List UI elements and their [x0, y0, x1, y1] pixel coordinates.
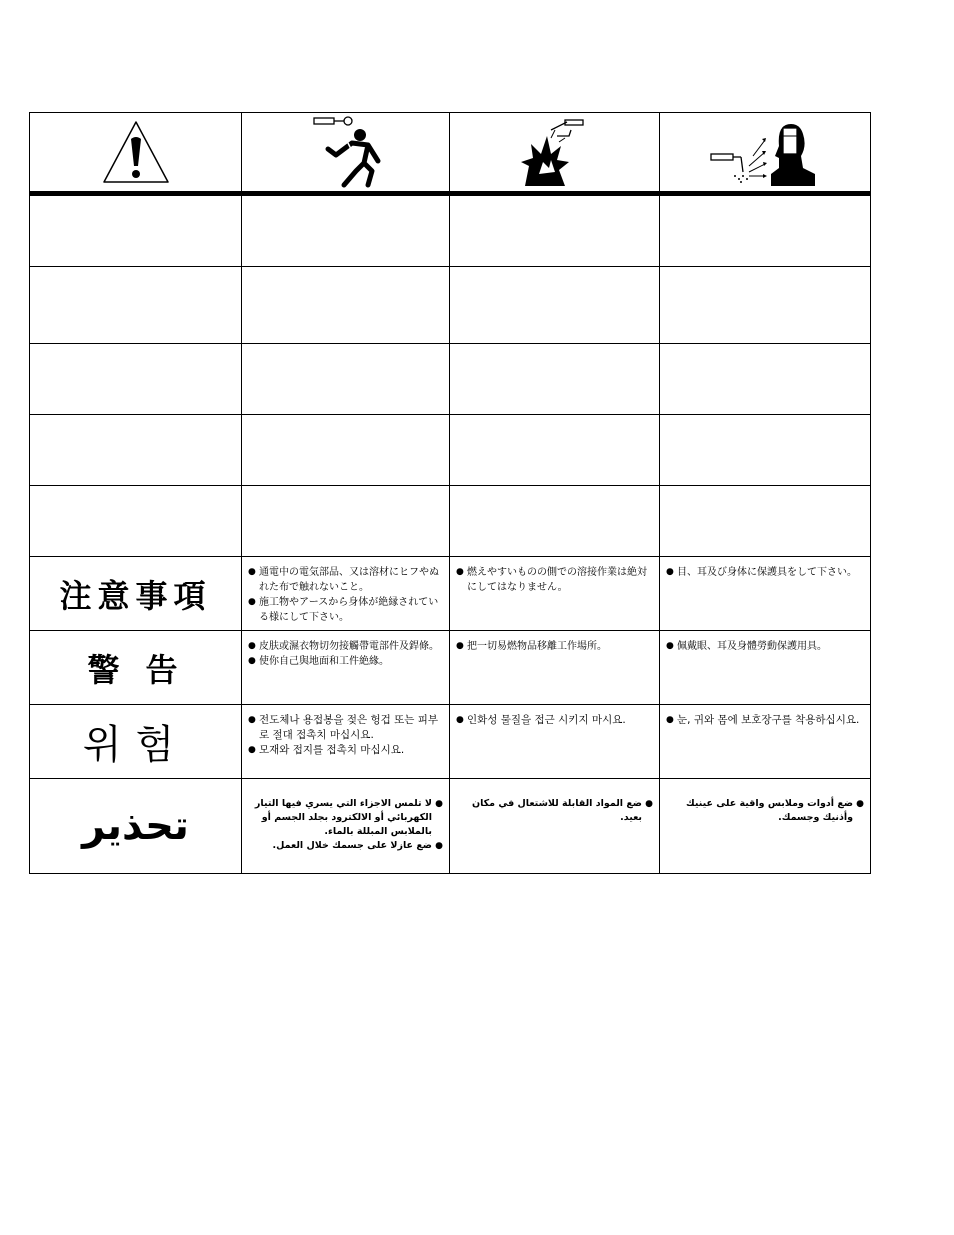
- label-cell: [30, 631, 242, 705]
- blank-row: [30, 194, 871, 267]
- icon-cell-fire: [450, 113, 660, 194]
- bullet-item: ● ضع المواد القابلة للاشتعال في مكان بعيد.: [460, 797, 653, 825]
- label-cell: [30, 705, 242, 779]
- blank-row: [30, 415, 871, 486]
- cell-fire: [450, 779, 660, 874]
- icon-row: [30, 113, 871, 194]
- label-cell: [30, 557, 242, 631]
- row-chinese: [30, 631, 871, 705]
- label-cell: [30, 779, 242, 874]
- row-japanese: [30, 557, 871, 631]
- language-label: 注意事項: [59, 576, 212, 615]
- cell-electric: [242, 631, 450, 705]
- bullet-item: ● 모재와 접지를 접촉치 마십시요.: [248, 743, 441, 758]
- bullet-item: ● 施工物やアースから身体が絶縁されている様にして下さい。: [248, 595, 441, 625]
- cell-eye: [660, 779, 871, 874]
- blank-row: [30, 486, 871, 557]
- bullet-item: ● 通電中の電気部品、又は溶材にヒフやぬれた布で触れないこと。: [248, 565, 441, 595]
- cell-fire: [450, 631, 660, 705]
- blank-row: [30, 267, 871, 344]
- language-label: 警告: [87, 650, 204, 689]
- row-korean: [30, 705, 871, 779]
- bullet-item: ● 皮肤或濕衣物切勿接觸帶電部件及銲條。: [248, 639, 441, 654]
- row-arabic: [30, 779, 871, 874]
- warning-triangle-icon: [101, 119, 171, 185]
- eye-face-protection-icon: [705, 116, 825, 188]
- fire-explosion-icon: [515, 116, 595, 188]
- electric-shock-icon: [306, 115, 386, 189]
- bullet-item: ● ضع عازلا على جسمك خلال العمل.: [252, 839, 443, 853]
- cell-electric: [242, 705, 450, 779]
- bullet-item: ● 인화성 물질을 접근 시키지 마시요.: [456, 713, 651, 728]
- bullet-item: ● لا تلمس الاجزاء التي يسري فيها التيار الكهربائي أو الالكترود بجلد الجسم أو بالملابس المبللة بالماء.: [252, 797, 443, 839]
- cell-fire: [450, 557, 660, 631]
- cell-eye: [660, 705, 871, 779]
- bullet-item: ● 使你自己與地面和工件絶緣。: [248, 654, 441, 669]
- cell-eye: [660, 631, 871, 705]
- cell-electric: [242, 779, 450, 874]
- cell-eye: [660, 557, 871, 631]
- cell-fire: [450, 705, 660, 779]
- bullet-item: ● 燃えやすいものの側での溶接作業は絶対にしてはなりません。: [456, 565, 651, 595]
- icon-cell-shock: [242, 113, 450, 194]
- cell-electric: [242, 557, 450, 631]
- blank-row: [30, 344, 871, 415]
- bullet-item: ● 把一切易燃物品移離工作場所。: [456, 639, 651, 654]
- language-label: تحذير: [82, 803, 189, 849]
- icon-cell-eye: [660, 113, 871, 194]
- bullet-item: ● 目、耳及び身体に保護具をして下さい。: [666, 565, 862, 580]
- bullet-item: ● 눈, 귀와 몸에 보호장구를 착용하십시요.: [666, 713, 862, 728]
- icon-cell-warning: [30, 113, 242, 194]
- language-label: 위험: [82, 722, 189, 768]
- bullet-item: ● ضع أدوات وملابس واقية على عينيك وأذنيك وجسمك.: [670, 797, 864, 825]
- warning-table: [29, 112, 871, 874]
- bullet-item: ● 佩戴眼、耳及身體勞動保護用具。: [666, 639, 862, 654]
- bullet-item: ● 전도체나 용접봉을 젖은 헝겁 또는 피부로 절대 접촉치 마십시요.: [248, 713, 441, 743]
